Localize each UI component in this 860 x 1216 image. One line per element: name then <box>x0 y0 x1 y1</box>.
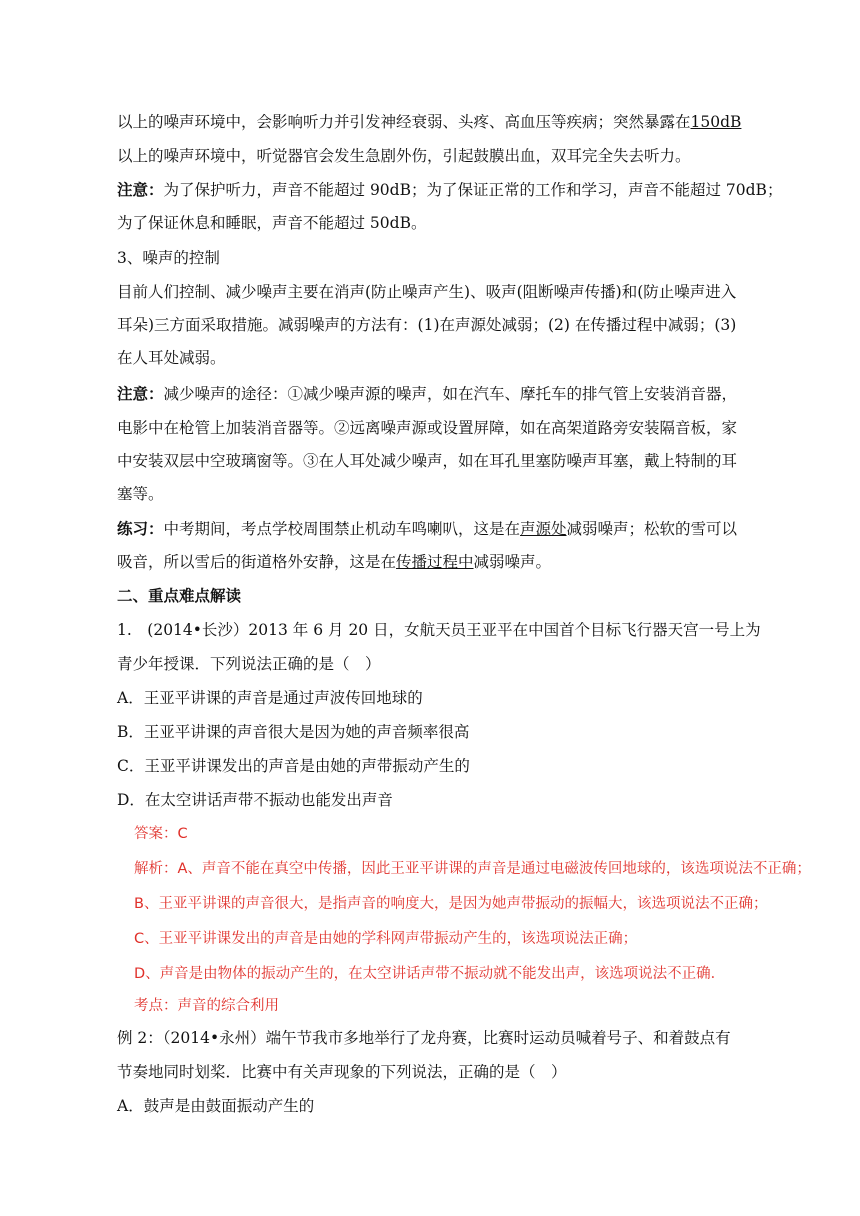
analysis-line: C、王亚平讲课发出的声音是由她的学科网声带振动产生的，该选项说法正确； <box>134 931 638 947</box>
paragraph-line <box>117 112 757 132</box>
underlined-answer: 声源处 <box>520 520 567 538</box>
practice-label: 练习： <box>117 519 164 538</box>
question-line: 节奏地同时划桨．比赛中有关声现象的下列说法，正确的是（ ） <box>117 1063 567 1081</box>
section-heading: 二、重点难点解读 <box>117 586 242 605</box>
note-label: 注意： <box>117 180 164 199</box>
option-a: A．王亚平讲课的声音是通过声波传回地球的 <box>117 689 423 707</box>
text: 减弱噪声；松软的雪可以 <box>566 520 738 538</box>
question-line: 例 2：（2014•永州）端午节我市多地举行了龙舟赛，比赛时运动员喊着号子、和着鼓点有 <box>117 1029 731 1047</box>
paragraph-line: 以上的噪声环境中，听觉器官会发生急剧外伤，引起鼓膜出血，双耳完全失去听力。 <box>117 147 691 165</box>
paragraph-line: 耳朵)三方面采取措施。减弱噪声的方法有：(1)在声源处减弱；(2) 在传播过程中减弱；(3) <box>117 316 737 334</box>
note-line: 为了保证休息和睡眠，声音不能超过 50dB。 <box>117 214 427 232</box>
question-line: 1. (2014•长沙）2013 年 6 月 20 日，女航天员王亚平在中国首个目标飞行器天宫一号上为 <box>117 621 761 639</box>
option-a: A．鼓声是由鼓面振动产生的 <box>117 1097 315 1115</box>
note-line <box>117 384 757 404</box>
text: 吸音，所以雪后的街道格外安静，这是在 <box>117 553 397 571</box>
option-d: D．在太空讲话声带不振动也能发出声音 <box>117 791 393 809</box>
exam-point: 考点：声音的综合利用 <box>134 998 279 1014</box>
option-c: C．王亚平讲课发出的声音是由她的声带振动产生的 <box>117 757 470 775</box>
text: 以上的噪声环境中，会影响听力并引发神经衰弱、头疼、高血压等疾病；突然暴露在 <box>117 113 691 131</box>
analysis-line: B、王亚平讲课的声音很大，是指声音的响度大，是因为她声带振动的振幅大，该选项说法不正确； <box>134 896 768 912</box>
answer-line: 答案：C <box>134 826 188 842</box>
practice-line <box>117 519 757 539</box>
note-line <box>117 180 783 200</box>
analysis-line: D、声音是由物体的振动产生的，在太空讲话声带不振动就不能发出声，该选项说法不正确． <box>134 966 726 982</box>
note-line: 电影中在枪管上加装消音器等。②远离噪声源或设置屏障，如在高架道路旁安装隔音板，家 <box>117 419 738 437</box>
paragraph-line: 在人耳处减弱。 <box>117 349 226 367</box>
practice-line <box>117 552 757 572</box>
text: 减弱噪声。 <box>473 553 552 571</box>
option-b: B．王亚平讲课的声音很大是因为她的声音频率很高 <box>117 723 470 741</box>
text: 减少噪声的途径：①减少噪声源的噪声，如在汽车、摩托车的排气管上安装消音器， <box>163 385 738 403</box>
text: 中考期间，考点学校周围禁止机动车鸣喇叭，这是在 <box>163 520 521 538</box>
question-line: 青少年授课．下列说法正确的是（ ） <box>117 655 381 673</box>
note-line: 塞等。 <box>117 485 164 503</box>
paragraph-line: 目前人们控制、减少噪声主要在消声(防止噪声产生)、吸声(阻断噪声传播)和(防止噪声进入 <box>117 283 737 301</box>
underlined-text: 150dB <box>690 113 742 131</box>
note-label: 注意： <box>117 384 164 403</box>
section-heading: 3、噪声的控制 <box>117 249 220 267</box>
underlined-answer: 传播过程中 <box>396 553 474 571</box>
note-line: 中安装双层中空玻璃窗等。③在人耳处减少噪声，如在耳孔里塞防噪声耳塞，戴上特制的耳 <box>117 452 738 470</box>
text: 为了保护听力，声音不能超过 90dB；为了保证正常的工作和学习，声音不能超过 70dB； <box>163 181 783 199</box>
analysis-line: 解析：A、声音不能在真空中传播，因此王亚平讲课的声音是通过电磁波传回地球的，该选项说法不正确； <box>134 861 811 877</box>
